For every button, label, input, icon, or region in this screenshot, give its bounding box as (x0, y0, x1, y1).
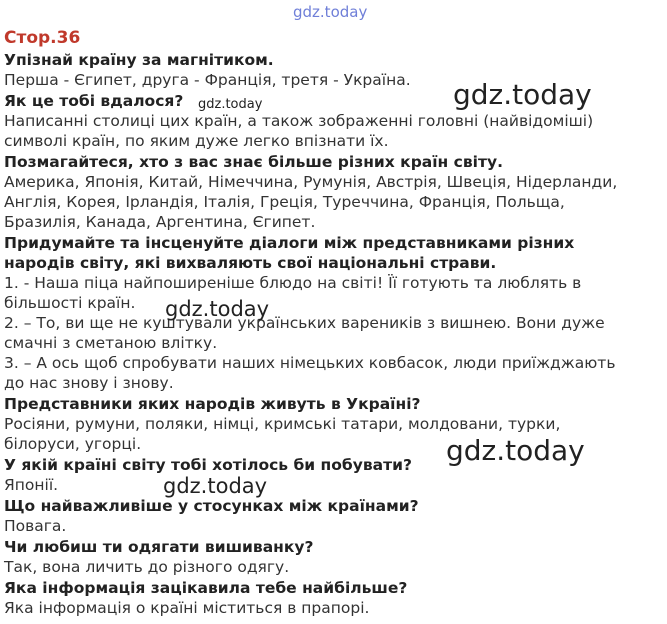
answer-line: 3. – А ось щоб спробувати наших німецьких ковбасок, люди приїжджають (4, 354, 616, 372)
watermark: gdz.today (446, 434, 585, 467)
question-line: Чи любиш ти одягати вишиванку? (4, 538, 314, 556)
answer-line: символі країн, по яким дуже легко впізнати їх. (4, 132, 389, 150)
answer-line: Написанні столиці цих країн, а також зображенні головні (найвідоміші) (4, 112, 594, 130)
answer-line: Так, вона личить до різного одягу. (4, 558, 290, 576)
watermark: gdz.today (453, 78, 592, 111)
page-number: Стор.36 (4, 28, 81, 48)
question-line: Як це тобі вдалося? (4, 92, 184, 110)
answer-line: Перша - Єгипет, друга - Франція, третя - Україна. (4, 71, 411, 89)
answer-line: Яка інформація о країні міститься в прапорі. (4, 599, 370, 617)
answer-line: Бразилія, Канада, Аргентина, Єгипет. (4, 213, 316, 231)
question-line: народів світу, які вихваляють свої національні страви. (4, 254, 497, 272)
question-line: Представники яких народів живуть в Україні? (4, 395, 421, 413)
answer-line: Америка, Японія, Китай, Німеччина, Румунія, Австрія, Швеція, Нідерланди, (4, 173, 618, 191)
question-line: Позмагайтеся, хто з вас знає більше різних країн світу. (4, 153, 503, 171)
question-line: Що найважливіше у стосунках між країнами? (4, 497, 419, 515)
answer-line: білоруси, угорці. (4, 435, 142, 453)
answer-line: 1. - Наша піца найпоширеніше блюдо на світі! Її готують та люблять в (4, 274, 582, 292)
answer-line: більшості країн. (4, 294, 136, 312)
answer-line: смачні з сметаною влітку. (4, 334, 218, 352)
question-line: Придумайте та інсценуйте діалоги між представниками різних (4, 234, 575, 252)
answer-line: Повага. (4, 517, 67, 535)
answer-line: Англія, Корея, Ірландія, Італія, Греція, Туреччина, Франція, Польща, (4, 193, 565, 211)
question-line: У якій країні світу тобі хотілось би побувати? (4, 456, 412, 474)
watermark: gdz.today (165, 297, 270, 321)
question-line: Упізнай країну за магнітиком. (4, 51, 274, 69)
question-line: Яка інформація зацікавила тебе найбільше? (4, 579, 408, 597)
answer-line: до нас знову і знову. (4, 374, 174, 392)
watermark: gdz.today (163, 474, 268, 498)
answer-line: Японії. (4, 476, 59, 494)
answer-line: Росіяни, румуни, поляки, німці, кримські татари, молдовани, турки, (4, 415, 561, 433)
watermark-top: gdz.today (293, 3, 368, 21)
watermark: gdz.today (198, 97, 263, 112)
answer-line: 2. – То, ви ще не куштували українських вареників з вишнею. Вони дуже (4, 314, 605, 332)
